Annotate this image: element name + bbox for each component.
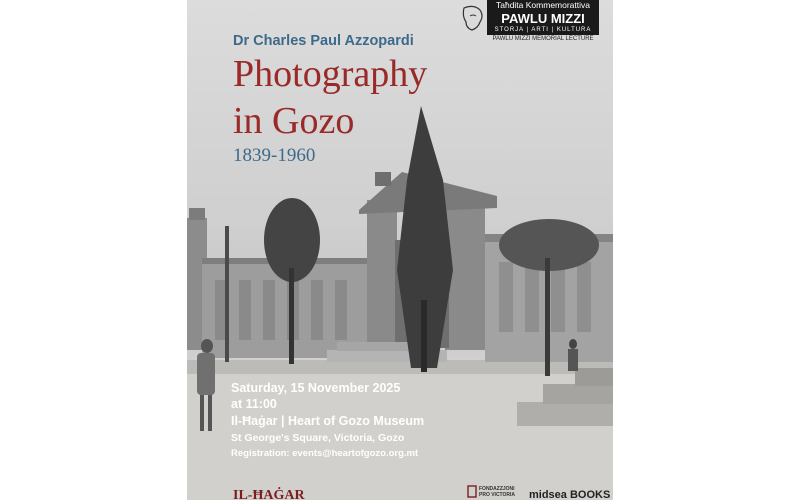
fondazzjoni-logo-icon	[467, 484, 477, 498]
title-line-1: Photography	[233, 53, 428, 95]
poster	[187, 0, 613, 500]
author-name: Dr Charles Paul Azzopardi	[233, 33, 414, 49]
event-address: St George's Square, Victoria, Gozo	[231, 432, 405, 444]
title-line-2: in Gozo	[233, 100, 355, 142]
portrait-sketch-icon	[460, 4, 486, 34]
fondazzjoni-logo-text: FONDAZZJONI PRO VICTORIA	[479, 486, 516, 498]
years-range: 1839-1960	[233, 145, 316, 166]
midsea-books-logo: midsea BOOKS	[529, 489, 611, 500]
il-hagar-logo: IL-ĦAĠAR	[233, 488, 305, 500]
badge-header: Taħdita Kommemorattiva	[487, 0, 599, 11]
badge-subtitle: PAWLU MIZZI MEMORIAL LECTURE	[492, 36, 594, 42]
event-time: at 11:00	[231, 397, 277, 411]
badge-name: PAWLU MIZZI	[487, 11, 599, 26]
event-venue: Il-Ħaġar | Heart of Gozo Museum	[231, 414, 425, 428]
memorial-lecture-badge	[487, 0, 599, 44]
event-date: Saturday, 15 November 2025	[231, 381, 401, 395]
badge-tags: STORJA | ARTI | KULTURA	[487, 26, 599, 35]
event-registration: Registration: events@heartofgozo.org.mt	[231, 448, 419, 459]
